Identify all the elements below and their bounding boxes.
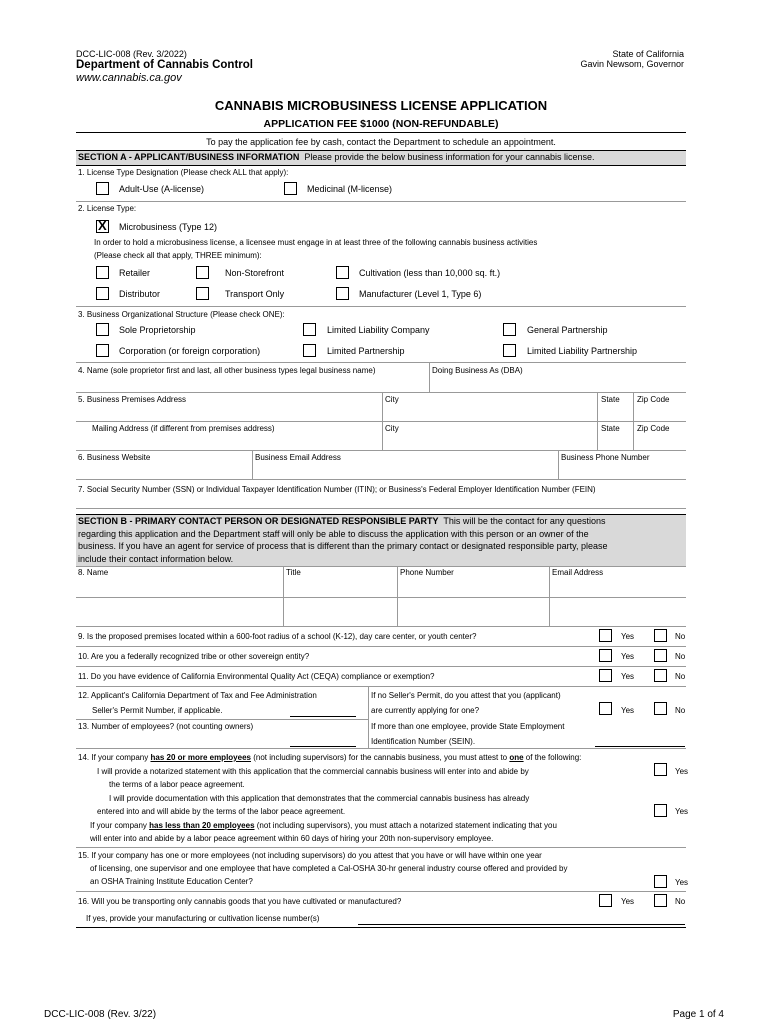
section-b-line1: This will be the contact for any questions [443, 516, 606, 526]
sein-field[interactable] [595, 746, 685, 747]
q14-opt2-line1: I will provide documentation with this application that demonstrates that the commercial cannabis business has already [109, 794, 530, 803]
q16-yes-checkbox[interactable] [599, 894, 612, 907]
q13-label: 13. Number of employees? (not counting owners) [78, 722, 254, 731]
retailer-checkbox[interactable] [96, 266, 109, 279]
q11-no-label: No [675, 672, 686, 681]
q5-label: 5. Business Premises Address [78, 395, 187, 404]
q15-checkbox[interactable] [654, 875, 667, 888]
q13-sein-label-2: Identification Number (SEIN). [371, 737, 476, 746]
section-a-header [78, 152, 595, 162]
email-label: Business Email Address [255, 453, 341, 462]
q14-opt1-line1: I will provide a notarized statement with this application that the commercial cannabis business will enter into and abide by [97, 767, 529, 776]
q10-no-checkbox[interactable] [654, 649, 667, 662]
microbusiness-label: Microbusiness (Type 12) [119, 222, 218, 232]
q14-post: of the following: [523, 753, 582, 762]
sellers-permit-field[interactable] [290, 716, 356, 717]
page-title: CANNABIS MICROBUSINESS LICENSE APPLICATION [214, 98, 548, 113]
q12-label-4: are currently applying for one? [371, 706, 480, 715]
q11-yes-label: Yes [621, 672, 635, 681]
q14-opt1-yes: Yes [675, 767, 689, 776]
q16-license-label: If yes, provide your manufacturing or cultivation license number(s) [86, 914, 320, 923]
q15-yes: Yes [675, 878, 689, 887]
q3-label: 3. Business Organizational Structure (Please check ONE): [78, 310, 285, 319]
q9-yes-checkbox[interactable] [599, 629, 612, 642]
adult-use-label: Adult-Use (A-license) [119, 184, 205, 194]
sole-prop-checkbox[interactable] [96, 323, 109, 336]
q14-opt2-line2: entered into and will abide by the terms of the labor peace agreement. [97, 807, 346, 816]
mailing-state-label: State [601, 424, 620, 433]
department-name: Department of Cannabis Control [76, 59, 253, 71]
q10-yes-checkbox[interactable] [599, 649, 612, 662]
q9-no-label: No [675, 632, 686, 641]
section-b-line4: include their contact information below. [78, 553, 234, 564]
section-a-title: SECTION A - APPLICANT/BUSINESS INFORMATION [78, 152, 300, 162]
q16-no-checkbox[interactable] [654, 894, 667, 907]
phone-label: Business Phone Number [561, 453, 650, 462]
q16-no-label: No [675, 897, 686, 906]
retailer-label: Retailer [119, 268, 151, 278]
section-b-line2: regarding this application and the Department staff will only be able to discuss the application with this person or an owner of the [78, 528, 589, 539]
mailing-zip-label: Zip Code [637, 424, 670, 433]
manufacturer-label: Manufacturer (Level 1, Type 6) [359, 289, 482, 299]
medicinal-checkbox[interactable] [284, 182, 297, 195]
distributor-label: Distributor [119, 289, 161, 299]
non-storefront-checkbox[interactable] [196, 266, 209, 279]
form-id: DCC-LIC-008 (Rev. 3/2022) [76, 49, 187, 59]
page-number: Page 1 of 4 [672, 1009, 724, 1020]
q10-label: 10. Are you a federally recognized tribe or other sovereign entity? [78, 652, 310, 661]
corporation-checkbox[interactable] [96, 344, 109, 357]
q14-emph2: one [509, 753, 524, 762]
q14-mid: (not including supervisors) for the cannabis business, you must attest to [250, 753, 510, 762]
distributor-checkbox[interactable] [96, 287, 109, 300]
website-link[interactable]: www.cannabis.ca.gov [76, 72, 182, 84]
q14-less-pre: If your company [90, 821, 150, 830]
state-label: State of California [612, 49, 684, 59]
q10-no-label: No [675, 652, 686, 661]
mailing-label: Mailing Address (if different from premises address) [92, 424, 275, 433]
section-b-line3: business. If you have an agent for service of process that is different than the primary contact or designated responsible party, please [78, 541, 608, 551]
q14-opt2-yes: Yes [675, 807, 689, 816]
sole-prop-label: Sole Proprietorship [119, 325, 196, 335]
limited-partnership-label: Limited Partnership [327, 346, 405, 356]
q15-line2: of licensing, one supervisor and one employee that have completed a Cal-OSHA 30-hr general industry course offered and provided by [90, 864, 568, 873]
activities-note-2: (Please check all that apply, THREE minimum): [94, 251, 262, 260]
dba-label: Doing Business As (DBA) [432, 366, 523, 375]
q15-line1: 15. If your company has one or more employees (not including supervisors) do you attest that you have or will have within one year [78, 851, 542, 860]
q14-pre: 14. If your company [78, 753, 151, 762]
q1-label: 1. License Type Designation (Please check ALL that apply): [78, 168, 289, 177]
q12-label-1: 12. Applicant's California Department of Tax and Fee Administration [78, 691, 317, 700]
footer-form-id: DCC-LIC-008 (Rev. 3/22) [44, 1009, 157, 1020]
state-field-label: State [601, 395, 620, 404]
q14-opt1-line2: the terms of a labor peace agreement. [109, 780, 245, 789]
q11-yes-checkbox[interactable] [599, 669, 612, 682]
q11-no-checkbox[interactable] [654, 669, 667, 682]
llc-checkbox[interactable] [303, 323, 316, 336]
section-b-header [78, 515, 683, 565]
q12-yes-label: Yes [621, 706, 635, 715]
transport-only-checkbox[interactable] [196, 287, 209, 300]
adult-use-checkbox[interactable] [96, 182, 109, 195]
q12-no-label: No [675, 706, 686, 715]
general-partnership-checkbox[interactable] [503, 323, 516, 336]
license-number-field[interactable] [358, 924, 685, 925]
q7-label: 7. Social Security Number (SSN) or Individual Taxpayer Identification Number (ITIN); or Business's Federal Employer Identification Number (FEIN) [78, 485, 596, 494]
q16-label: 16. Will you be transporting only cannabis goods that you have cultivated or manufactured? [78, 897, 402, 906]
q9-label: 9. Is the proposed premises located within a 600-foot radius of a school (K-12), day care center, or youth center? [78, 632, 477, 641]
q6-label: 6. Business Website [78, 453, 151, 462]
llp-checkbox[interactable] [503, 344, 516, 357]
q12-no-checkbox[interactable] [654, 702, 667, 715]
q12-label-2: Seller's Permit Number, if applicable. [92, 706, 223, 715]
llp-label: Limited Liability Partnership [527, 346, 638, 356]
q12-yes-checkbox[interactable] [599, 702, 612, 715]
cultivation-checkbox[interactable] [336, 266, 349, 279]
mailing-city-label: City [385, 424, 399, 433]
q14-opt1-checkbox[interactable] [654, 763, 667, 776]
q8-label: 8. Name [78, 568, 109, 577]
pay-note: To pay the application fee by cash, contact the Department to schedule an appointment. [206, 137, 556, 147]
q9-no-checkbox[interactable] [654, 629, 667, 642]
q4-label: 4. Name (sole proprietor first and last, all other business types legal business name) [78, 366, 376, 375]
non-storefront-label: Non-Storefront [225, 268, 285, 278]
limited-partnership-checkbox[interactable] [303, 344, 316, 357]
medicinal-label: Medicinal (M-license) [307, 184, 393, 194]
q11-label: 11. Do you have evidence of California Environmental Quality Act (CEQA) compliance or exemption? [78, 672, 435, 681]
q9-yes-label: Yes [621, 632, 635, 641]
q15-line3: an OSHA Training Institute Education Center? [90, 877, 253, 886]
q16-yes-label: Yes [621, 897, 635, 906]
manufacturer-checkbox[interactable] [336, 287, 349, 300]
q14-less-line2: will enter into and abide by a labor peace agreement within 60 days of hiring your 20th non-supervisory employee. [90, 834, 494, 843]
section-a-subtitle: Please provide the below business information for your cannabis license. [304, 152, 595, 162]
q14-less-post: (not including supervisors), you must attach a notarized statement indicating that you [254, 821, 557, 830]
q14-less-label [90, 821, 557, 830]
city-label: City [385, 395, 399, 404]
q14-opt2-checkbox[interactable] [654, 804, 667, 817]
q10-yes-label: Yes [621, 652, 635, 661]
llc-label: Limited Liability Company [327, 325, 430, 335]
cultivation-label: Cultivation (less than 10,000 sq. ft.) [359, 268, 501, 278]
section-b-title: SECTION B - PRIMARY CONTACT PERSON OR DESIGNATED RESPONSIBLE PARTY [78, 516, 439, 526]
q14-less-emph: has less than 20 employees [149, 821, 255, 830]
title-col-label: Title [286, 568, 301, 577]
employees-field[interactable] [290, 746, 356, 747]
transport-only-label: Transport Only [225, 289, 285, 299]
microbusiness-checkbox[interactable] [96, 220, 109, 233]
phone-col-label: Phone Number [400, 568, 454, 577]
q2-label: 2. License Type: [78, 204, 137, 213]
corporation-label: Corporation (or foreign corporation) [119, 346, 261, 356]
q14-label [78, 753, 581, 762]
governor-label: Gavin Newsom, Governor [580, 59, 684, 69]
general-partnership-label: General Partnership [527, 325, 608, 335]
q14-emph1: has 20 or more employees [150, 753, 251, 762]
fee-label: APPLICATION FEE $1000 (NON-REFUNDABLE) [263, 118, 499, 130]
q13-sein-label-1: If more than one employee, provide State Employment [371, 722, 565, 731]
q12-label-3: If no Seller's Permit, do you attest that you (applicant) [371, 691, 561, 700]
email-col-label: Email Address [552, 568, 604, 577]
activities-note-1: In order to hold a microbusiness license, a licensee must engage in at least three of the following cannabis business activities [94, 238, 538, 247]
zip-label: Zip Code [637, 395, 670, 404]
